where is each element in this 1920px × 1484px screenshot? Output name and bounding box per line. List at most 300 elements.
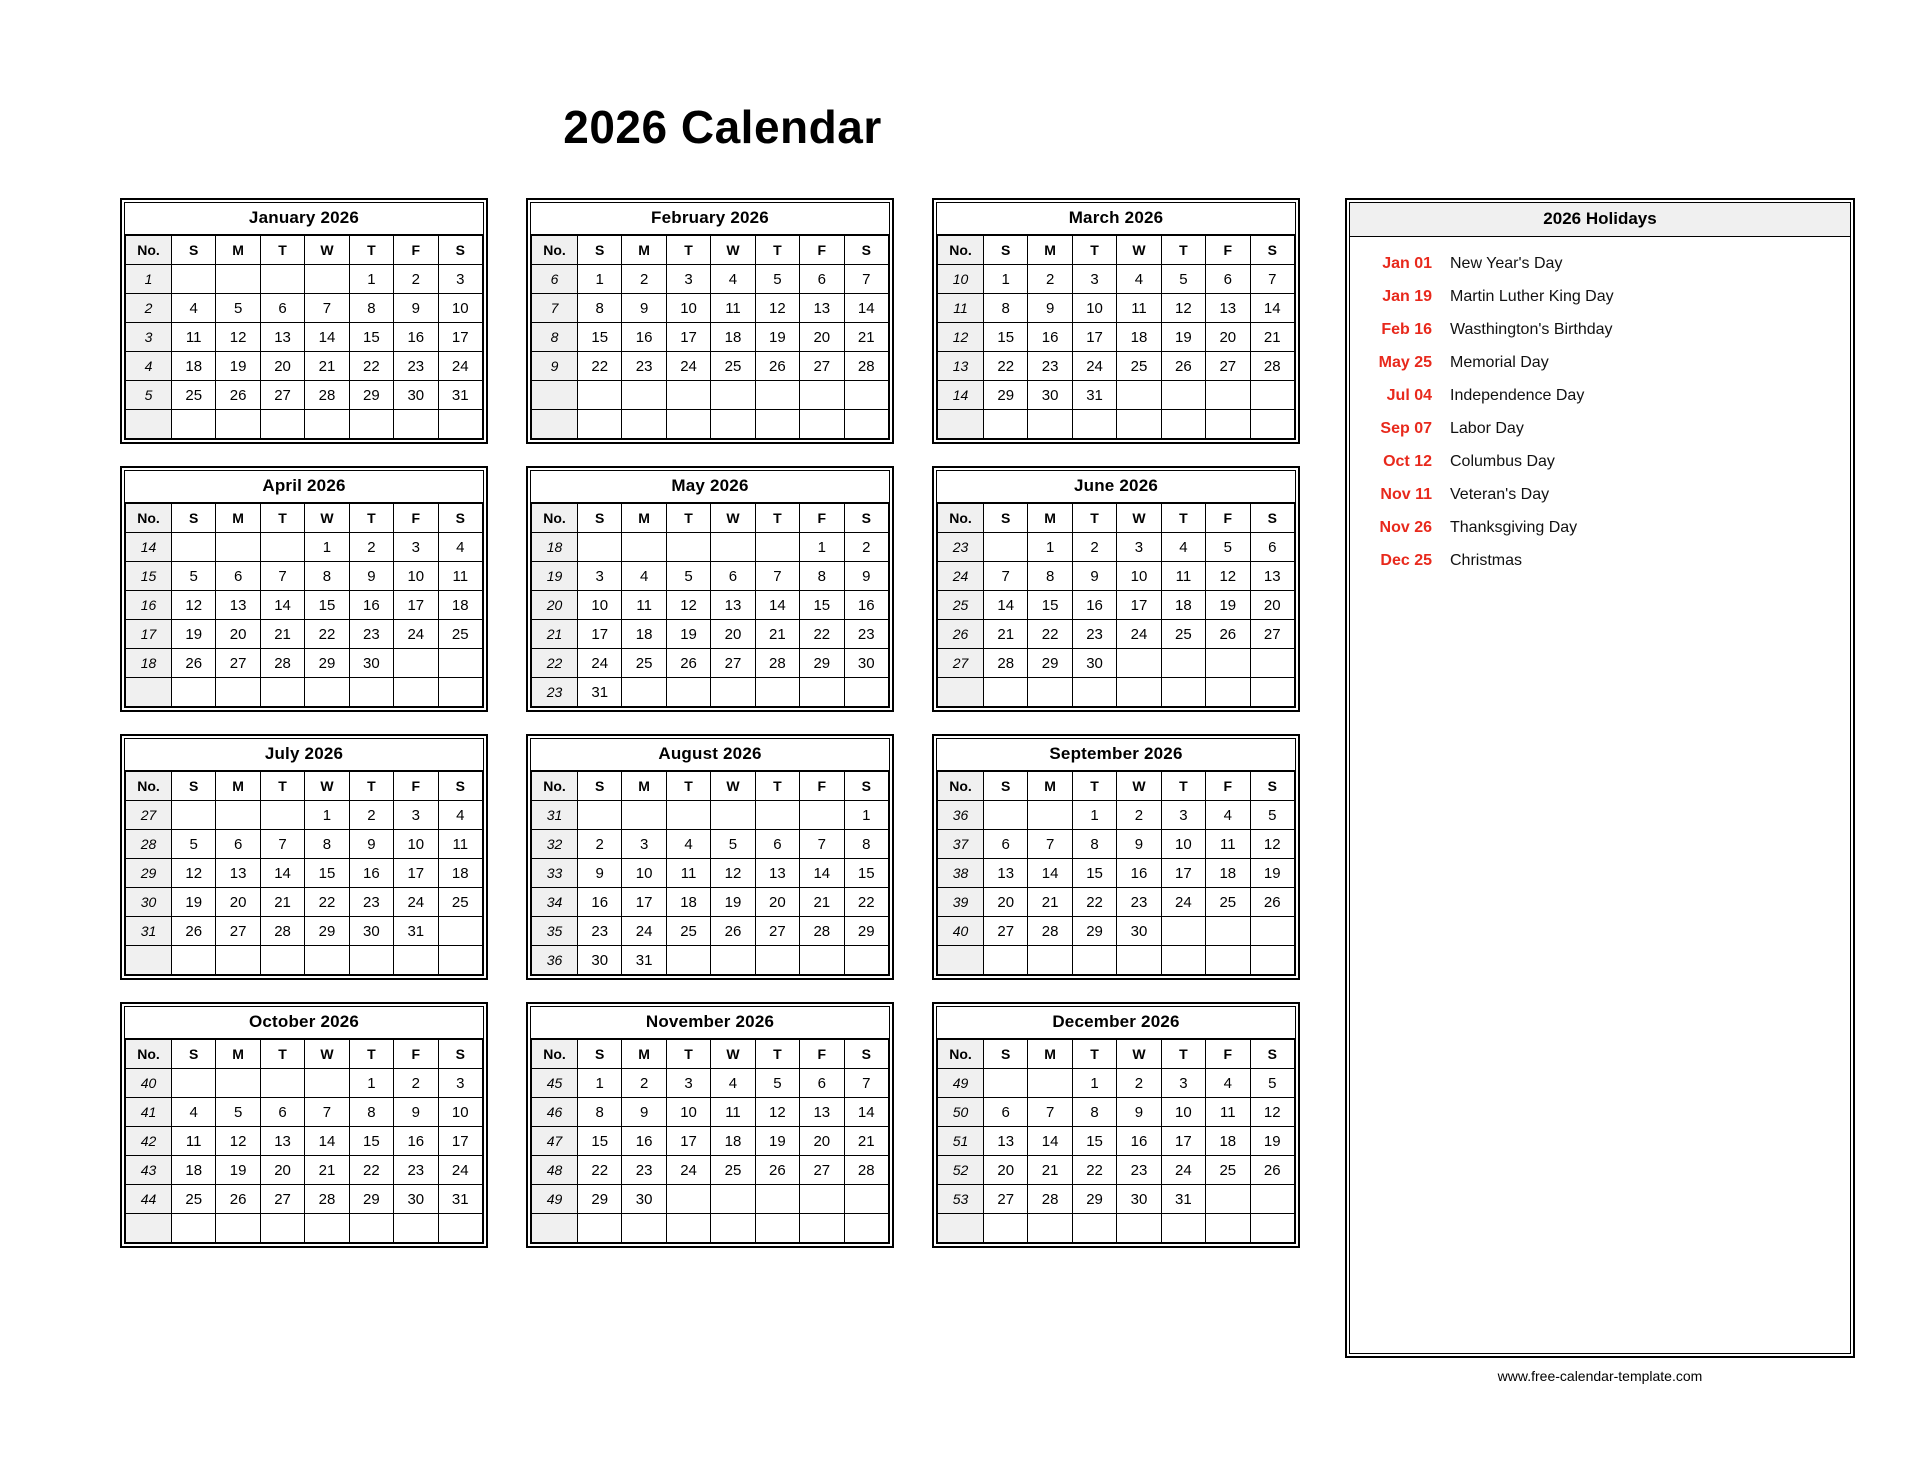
day-cell[interactable]: 26 <box>755 1156 799 1185</box>
day-cell[interactable]: 15 <box>1072 1127 1116 1156</box>
day-cell[interactable]: 15 <box>578 323 622 352</box>
day-cell[interactable]: 1 <box>844 801 888 830</box>
day-cell[interactable]: 14 <box>305 1127 349 1156</box>
day-cell[interactable] <box>755 381 799 410</box>
day-cell[interactable] <box>800 381 844 410</box>
day-cell[interactable] <box>1161 410 1205 439</box>
day-cell[interactable]: 9 <box>578 859 622 888</box>
day-cell[interactable]: 19 <box>755 1127 799 1156</box>
day-cell[interactable]: 4 <box>1117 265 1161 294</box>
day-cell[interactable]: 24 <box>1117 620 1161 649</box>
day-cell[interactable]: 22 <box>844 888 888 917</box>
day-cell[interactable]: 1 <box>305 533 349 562</box>
day-cell[interactable]: 20 <box>711 620 755 649</box>
day-cell[interactable]: 30 <box>1072 649 1116 678</box>
day-cell[interactable]: 23 <box>622 1156 666 1185</box>
day-cell[interactable]: 16 <box>1117 1127 1161 1156</box>
day-cell[interactable] <box>349 1214 393 1243</box>
day-cell[interactable]: 5 <box>711 830 755 859</box>
day-cell[interactable] <box>622 678 666 707</box>
day-cell[interactable]: 2 <box>394 265 438 294</box>
day-cell[interactable]: 5 <box>666 562 710 591</box>
day-cell[interactable]: 27 <box>1206 352 1250 381</box>
day-cell[interactable]: 4 <box>622 562 666 591</box>
day-cell[interactable]: 23 <box>349 620 393 649</box>
day-cell[interactable]: 17 <box>438 323 482 352</box>
day-cell[interactable]: 21 <box>984 620 1028 649</box>
day-cell[interactable]: 7 <box>1250 265 1294 294</box>
day-cell[interactable]: 25 <box>1206 1156 1250 1185</box>
day-cell[interactable]: 11 <box>172 323 216 352</box>
day-cell[interactable] <box>666 801 710 830</box>
day-cell[interactable]: 12 <box>1206 562 1250 591</box>
day-cell[interactable]: 28 <box>260 649 304 678</box>
day-cell[interactable]: 16 <box>349 859 393 888</box>
day-cell[interactable]: 1 <box>349 265 393 294</box>
day-cell[interactable]: 2 <box>1117 1069 1161 1098</box>
day-cell[interactable]: 9 <box>394 1098 438 1127</box>
day-cell[interactable] <box>984 533 1028 562</box>
day-cell[interactable] <box>666 678 710 707</box>
day-cell[interactable] <box>666 946 710 975</box>
day-cell[interactable] <box>1117 1214 1161 1243</box>
day-cell[interactable]: 8 <box>349 294 393 323</box>
day-cell[interactable]: 5 <box>1161 265 1205 294</box>
day-cell[interactable] <box>1250 1214 1294 1243</box>
day-cell[interactable]: 20 <box>755 888 799 917</box>
day-cell[interactable] <box>216 410 260 439</box>
day-cell[interactable]: 18 <box>1117 323 1161 352</box>
day-cell[interactable]: 12 <box>1250 830 1294 859</box>
day-cell[interactable]: 16 <box>394 323 438 352</box>
day-cell[interactable]: 24 <box>578 649 622 678</box>
day-cell[interactable] <box>622 533 666 562</box>
day-cell[interactable] <box>305 1214 349 1243</box>
day-cell[interactable]: 13 <box>800 1098 844 1127</box>
day-cell[interactable]: 6 <box>984 830 1028 859</box>
day-cell[interactable]: 25 <box>172 381 216 410</box>
day-cell[interactable]: 9 <box>349 562 393 591</box>
day-cell[interactable]: 18 <box>1206 1127 1250 1156</box>
day-cell[interactable]: 25 <box>711 352 755 381</box>
day-cell[interactable]: 26 <box>216 381 260 410</box>
day-cell[interactable]: 2 <box>349 533 393 562</box>
day-cell[interactable] <box>1072 946 1116 975</box>
day-cell[interactable] <box>800 1185 844 1214</box>
day-cell[interactable] <box>711 1185 755 1214</box>
day-cell[interactable]: 11 <box>666 859 710 888</box>
day-cell[interactable]: 23 <box>622 352 666 381</box>
day-cell[interactable]: 20 <box>984 888 1028 917</box>
day-cell[interactable] <box>349 946 393 975</box>
day-cell[interactable]: 24 <box>666 352 710 381</box>
day-cell[interactable] <box>844 410 888 439</box>
day-cell[interactable] <box>1117 678 1161 707</box>
day-cell[interactable]: 20 <box>216 620 260 649</box>
day-cell[interactable]: 16 <box>578 888 622 917</box>
day-cell[interactable] <box>216 1214 260 1243</box>
day-cell[interactable]: 1 <box>349 1069 393 1098</box>
day-cell[interactable]: 1 <box>578 265 622 294</box>
day-cell[interactable]: 30 <box>1117 1185 1161 1214</box>
day-cell[interactable]: 5 <box>172 562 216 591</box>
day-cell[interactable]: 14 <box>1250 294 1294 323</box>
day-cell[interactable]: 28 <box>305 381 349 410</box>
day-cell[interactable]: 14 <box>1028 1127 1072 1156</box>
day-cell[interactable] <box>260 265 304 294</box>
day-cell[interactable]: 30 <box>349 649 393 678</box>
day-cell[interactable]: 12 <box>172 859 216 888</box>
day-cell[interactable]: 10 <box>1161 830 1205 859</box>
day-cell[interactable]: 14 <box>305 323 349 352</box>
day-cell[interactable]: 10 <box>394 830 438 859</box>
day-cell[interactable]: 28 <box>1028 917 1072 946</box>
day-cell[interactable]: 16 <box>394 1127 438 1156</box>
day-cell[interactable]: 25 <box>172 1185 216 1214</box>
day-cell[interactable]: 6 <box>800 1069 844 1098</box>
day-cell[interactable]: 27 <box>260 1185 304 1214</box>
day-cell[interactable] <box>755 533 799 562</box>
day-cell[interactable]: 15 <box>1072 859 1116 888</box>
day-cell[interactable]: 20 <box>800 1127 844 1156</box>
day-cell[interactable] <box>984 946 1028 975</box>
day-cell[interactable]: 19 <box>666 620 710 649</box>
day-cell[interactable] <box>438 1214 482 1243</box>
day-cell[interactable] <box>1028 410 1072 439</box>
day-cell[interactable]: 9 <box>622 294 666 323</box>
day-cell[interactable]: 6 <box>1250 533 1294 562</box>
day-cell[interactable]: 14 <box>800 859 844 888</box>
day-cell[interactable]: 3 <box>1072 265 1116 294</box>
day-cell[interactable] <box>755 678 799 707</box>
day-cell[interactable] <box>172 946 216 975</box>
day-cell[interactable]: 14 <box>844 294 888 323</box>
day-cell[interactable] <box>984 1214 1028 1243</box>
day-cell[interactable] <box>216 678 260 707</box>
day-cell[interactable]: 15 <box>844 859 888 888</box>
day-cell[interactable]: 13 <box>260 323 304 352</box>
day-cell[interactable]: 18 <box>172 352 216 381</box>
day-cell[interactable]: 18 <box>438 859 482 888</box>
day-cell[interactable]: 4 <box>711 1069 755 1098</box>
day-cell[interactable]: 11 <box>172 1127 216 1156</box>
day-cell[interactable]: 24 <box>394 888 438 917</box>
day-cell[interactable]: 22 <box>305 620 349 649</box>
day-cell[interactable]: 29 <box>578 1185 622 1214</box>
day-cell[interactable]: 15 <box>349 1127 393 1156</box>
day-cell[interactable] <box>622 1214 666 1243</box>
day-cell[interactable]: 11 <box>1117 294 1161 323</box>
day-cell[interactable]: 22 <box>578 1156 622 1185</box>
day-cell[interactable] <box>755 801 799 830</box>
day-cell[interactable] <box>1206 917 1250 946</box>
day-cell[interactable]: 28 <box>755 649 799 678</box>
day-cell[interactable]: 17 <box>394 859 438 888</box>
day-cell[interactable]: 28 <box>800 917 844 946</box>
day-cell[interactable]: 29 <box>984 381 1028 410</box>
day-cell[interactable] <box>1250 649 1294 678</box>
day-cell[interactable]: 26 <box>172 917 216 946</box>
day-cell[interactable]: 31 <box>438 381 482 410</box>
day-cell[interactable]: 26 <box>711 917 755 946</box>
day-cell[interactable] <box>260 533 304 562</box>
day-cell[interactable]: 7 <box>260 562 304 591</box>
day-cell[interactable] <box>172 1069 216 1098</box>
day-cell[interactable]: 4 <box>666 830 710 859</box>
day-cell[interactable]: 21 <box>305 352 349 381</box>
day-cell[interactable]: 29 <box>844 917 888 946</box>
day-cell[interactable]: 20 <box>260 1156 304 1185</box>
day-cell[interactable] <box>666 1214 710 1243</box>
day-cell[interactable] <box>578 381 622 410</box>
day-cell[interactable] <box>755 946 799 975</box>
day-cell[interactable]: 12 <box>216 323 260 352</box>
day-cell[interactable] <box>1250 678 1294 707</box>
day-cell[interactable] <box>622 801 666 830</box>
day-cell[interactable]: 4 <box>172 294 216 323</box>
day-cell[interactable] <box>1206 678 1250 707</box>
day-cell[interactable] <box>984 801 1028 830</box>
day-cell[interactable]: 29 <box>1028 649 1072 678</box>
day-cell[interactable]: 15 <box>349 323 393 352</box>
day-cell[interactable]: 31 <box>1161 1185 1205 1214</box>
day-cell[interactable] <box>1161 917 1205 946</box>
day-cell[interactable]: 19 <box>172 620 216 649</box>
day-cell[interactable]: 5 <box>1250 801 1294 830</box>
day-cell[interactable]: 29 <box>1072 917 1116 946</box>
day-cell[interactable]: 21 <box>1028 888 1072 917</box>
day-cell[interactable] <box>1028 1069 1072 1098</box>
day-cell[interactable]: 2 <box>1072 533 1116 562</box>
day-cell[interactable]: 2 <box>622 265 666 294</box>
day-cell[interactable]: 7 <box>984 562 1028 591</box>
day-cell[interactable]: 29 <box>1072 1185 1116 1214</box>
day-cell[interactable] <box>844 381 888 410</box>
day-cell[interactable]: 2 <box>349 801 393 830</box>
day-cell[interactable]: 6 <box>711 562 755 591</box>
day-cell[interactable]: 17 <box>1161 1127 1205 1156</box>
day-cell[interactable]: 20 <box>260 352 304 381</box>
day-cell[interactable]: 26 <box>1206 620 1250 649</box>
day-cell[interactable]: 8 <box>578 1098 622 1127</box>
day-cell[interactable]: 14 <box>260 591 304 620</box>
day-cell[interactable]: 18 <box>666 888 710 917</box>
day-cell[interactable] <box>1072 678 1116 707</box>
day-cell[interactable]: 27 <box>755 917 799 946</box>
day-cell[interactable]: 13 <box>984 859 1028 888</box>
day-cell[interactable]: 19 <box>1161 323 1205 352</box>
day-cell[interactable]: 18 <box>711 323 755 352</box>
day-cell[interactable]: 10 <box>438 1098 482 1127</box>
day-cell[interactable]: 3 <box>438 265 482 294</box>
day-cell[interactable]: 18 <box>172 1156 216 1185</box>
day-cell[interactable]: 4 <box>1161 533 1205 562</box>
day-cell[interactable]: 15 <box>984 323 1028 352</box>
day-cell[interactable]: 28 <box>260 917 304 946</box>
day-cell[interactable]: 19 <box>216 1156 260 1185</box>
day-cell[interactable]: 12 <box>666 591 710 620</box>
day-cell[interactable]: 25 <box>1117 352 1161 381</box>
day-cell[interactable]: 6 <box>800 265 844 294</box>
day-cell[interactable]: 17 <box>394 591 438 620</box>
day-cell[interactable] <box>578 533 622 562</box>
day-cell[interactable] <box>1206 410 1250 439</box>
day-cell[interactable]: 2 <box>844 533 888 562</box>
day-cell[interactable] <box>711 801 755 830</box>
day-cell[interactable]: 24 <box>394 620 438 649</box>
day-cell[interactable]: 21 <box>844 323 888 352</box>
day-cell[interactable]: 27 <box>800 1156 844 1185</box>
day-cell[interactable]: 3 <box>394 533 438 562</box>
day-cell[interactable] <box>844 946 888 975</box>
day-cell[interactable] <box>438 649 482 678</box>
day-cell[interactable]: 25 <box>438 888 482 917</box>
day-cell[interactable] <box>216 533 260 562</box>
day-cell[interactable]: 1 <box>800 533 844 562</box>
day-cell[interactable] <box>1028 1214 1072 1243</box>
day-cell[interactable]: 16 <box>1072 591 1116 620</box>
day-cell[interactable] <box>1206 649 1250 678</box>
day-cell[interactable]: 23 <box>1117 888 1161 917</box>
day-cell[interactable]: 13 <box>755 859 799 888</box>
day-cell[interactable] <box>711 946 755 975</box>
day-cell[interactable]: 7 <box>844 265 888 294</box>
day-cell[interactable]: 16 <box>1028 323 1072 352</box>
day-cell[interactable]: 30 <box>394 381 438 410</box>
day-cell[interactable]: 23 <box>844 620 888 649</box>
day-cell[interactable] <box>1117 381 1161 410</box>
day-cell[interactable] <box>305 1069 349 1098</box>
day-cell[interactable]: 21 <box>260 888 304 917</box>
day-cell[interactable] <box>984 1069 1028 1098</box>
day-cell[interactable]: 3 <box>1117 533 1161 562</box>
day-cell[interactable]: 27 <box>984 917 1028 946</box>
day-cell[interactable]: 9 <box>1117 1098 1161 1127</box>
day-cell[interactable] <box>1117 410 1161 439</box>
day-cell[interactable] <box>711 410 755 439</box>
day-cell[interactable]: 30 <box>349 917 393 946</box>
day-cell[interactable]: 30 <box>578 946 622 975</box>
day-cell[interactable] <box>666 1185 710 1214</box>
day-cell[interactable]: 24 <box>666 1156 710 1185</box>
day-cell[interactable]: 30 <box>622 1185 666 1214</box>
day-cell[interactable]: 28 <box>1250 352 1294 381</box>
day-cell[interactable] <box>1250 1185 1294 1214</box>
day-cell[interactable] <box>394 678 438 707</box>
day-cell[interactable]: 25 <box>438 620 482 649</box>
day-cell[interactable] <box>666 381 710 410</box>
day-cell[interactable]: 24 <box>438 1156 482 1185</box>
day-cell[interactable]: 20 <box>216 888 260 917</box>
day-cell[interactable] <box>260 946 304 975</box>
day-cell[interactable]: 27 <box>984 1185 1028 1214</box>
day-cell[interactable]: 14 <box>260 859 304 888</box>
day-cell[interactable]: 21 <box>800 888 844 917</box>
day-cell[interactable]: 16 <box>349 591 393 620</box>
day-cell[interactable] <box>578 1214 622 1243</box>
day-cell[interactable]: 22 <box>349 1156 393 1185</box>
day-cell[interactable]: 16 <box>844 591 888 620</box>
day-cell[interactable]: 22 <box>578 352 622 381</box>
day-cell[interactable] <box>1117 649 1161 678</box>
day-cell[interactable]: 5 <box>755 1069 799 1098</box>
day-cell[interactable] <box>1250 917 1294 946</box>
day-cell[interactable]: 28 <box>305 1185 349 1214</box>
day-cell[interactable]: 9 <box>844 562 888 591</box>
day-cell[interactable]: 10 <box>666 1098 710 1127</box>
day-cell[interactable]: 11 <box>438 830 482 859</box>
day-cell[interactable] <box>844 678 888 707</box>
day-cell[interactable] <box>1161 649 1205 678</box>
day-cell[interactable]: 12 <box>755 1098 799 1127</box>
day-cell[interactable]: 22 <box>984 352 1028 381</box>
day-cell[interactable]: 27 <box>1250 620 1294 649</box>
day-cell[interactable]: 4 <box>1206 1069 1250 1098</box>
day-cell[interactable]: 30 <box>394 1185 438 1214</box>
day-cell[interactable]: 4 <box>1206 801 1250 830</box>
day-cell[interactable]: 17 <box>1117 591 1161 620</box>
day-cell[interactable]: 30 <box>1028 381 1072 410</box>
day-cell[interactable]: 26 <box>216 1185 260 1214</box>
day-cell[interactable]: 4 <box>438 533 482 562</box>
day-cell[interactable]: 8 <box>800 562 844 591</box>
day-cell[interactable] <box>666 533 710 562</box>
day-cell[interactable] <box>800 678 844 707</box>
day-cell[interactable] <box>1250 381 1294 410</box>
day-cell[interactable]: 15 <box>305 591 349 620</box>
day-cell[interactable]: 11 <box>1161 562 1205 591</box>
day-cell[interactable]: 25 <box>622 649 666 678</box>
day-cell[interactable]: 21 <box>1250 323 1294 352</box>
day-cell[interactable]: 10 <box>1072 294 1116 323</box>
day-cell[interactable] <box>844 1185 888 1214</box>
day-cell[interactable]: 24 <box>1161 1156 1205 1185</box>
day-cell[interactable]: 17 <box>666 323 710 352</box>
day-cell[interactable]: 9 <box>394 294 438 323</box>
day-cell[interactable]: 19 <box>1206 591 1250 620</box>
day-cell[interactable]: 12 <box>172 591 216 620</box>
day-cell[interactable]: 23 <box>394 1156 438 1185</box>
day-cell[interactable]: 10 <box>394 562 438 591</box>
day-cell[interactable]: 13 <box>260 1127 304 1156</box>
day-cell[interactable]: 22 <box>800 620 844 649</box>
day-cell[interactable]: 10 <box>578 591 622 620</box>
day-cell[interactable]: 1 <box>578 1069 622 1098</box>
day-cell[interactable] <box>438 410 482 439</box>
day-cell[interactable]: 3 <box>666 1069 710 1098</box>
day-cell[interactable]: 13 <box>984 1127 1028 1156</box>
day-cell[interactable] <box>260 1214 304 1243</box>
day-cell[interactable]: 16 <box>1117 859 1161 888</box>
day-cell[interactable] <box>172 410 216 439</box>
day-cell[interactable]: 6 <box>1206 265 1250 294</box>
day-cell[interactable]: 13 <box>800 294 844 323</box>
day-cell[interactable] <box>216 946 260 975</box>
day-cell[interactable]: 3 <box>438 1069 482 1098</box>
day-cell[interactable] <box>1161 678 1205 707</box>
day-cell[interactable]: 11 <box>711 294 755 323</box>
day-cell[interactable]: 23 <box>394 352 438 381</box>
day-cell[interactable]: 10 <box>1117 562 1161 591</box>
day-cell[interactable]: 28 <box>984 649 1028 678</box>
day-cell[interactable]: 12 <box>711 859 755 888</box>
day-cell[interactable]: 24 <box>438 352 482 381</box>
day-cell[interactable]: 18 <box>711 1127 755 1156</box>
day-cell[interactable]: 29 <box>349 381 393 410</box>
day-cell[interactable]: 3 <box>666 265 710 294</box>
day-cell[interactable]: 28 <box>1028 1185 1072 1214</box>
day-cell[interactable]: 7 <box>800 830 844 859</box>
